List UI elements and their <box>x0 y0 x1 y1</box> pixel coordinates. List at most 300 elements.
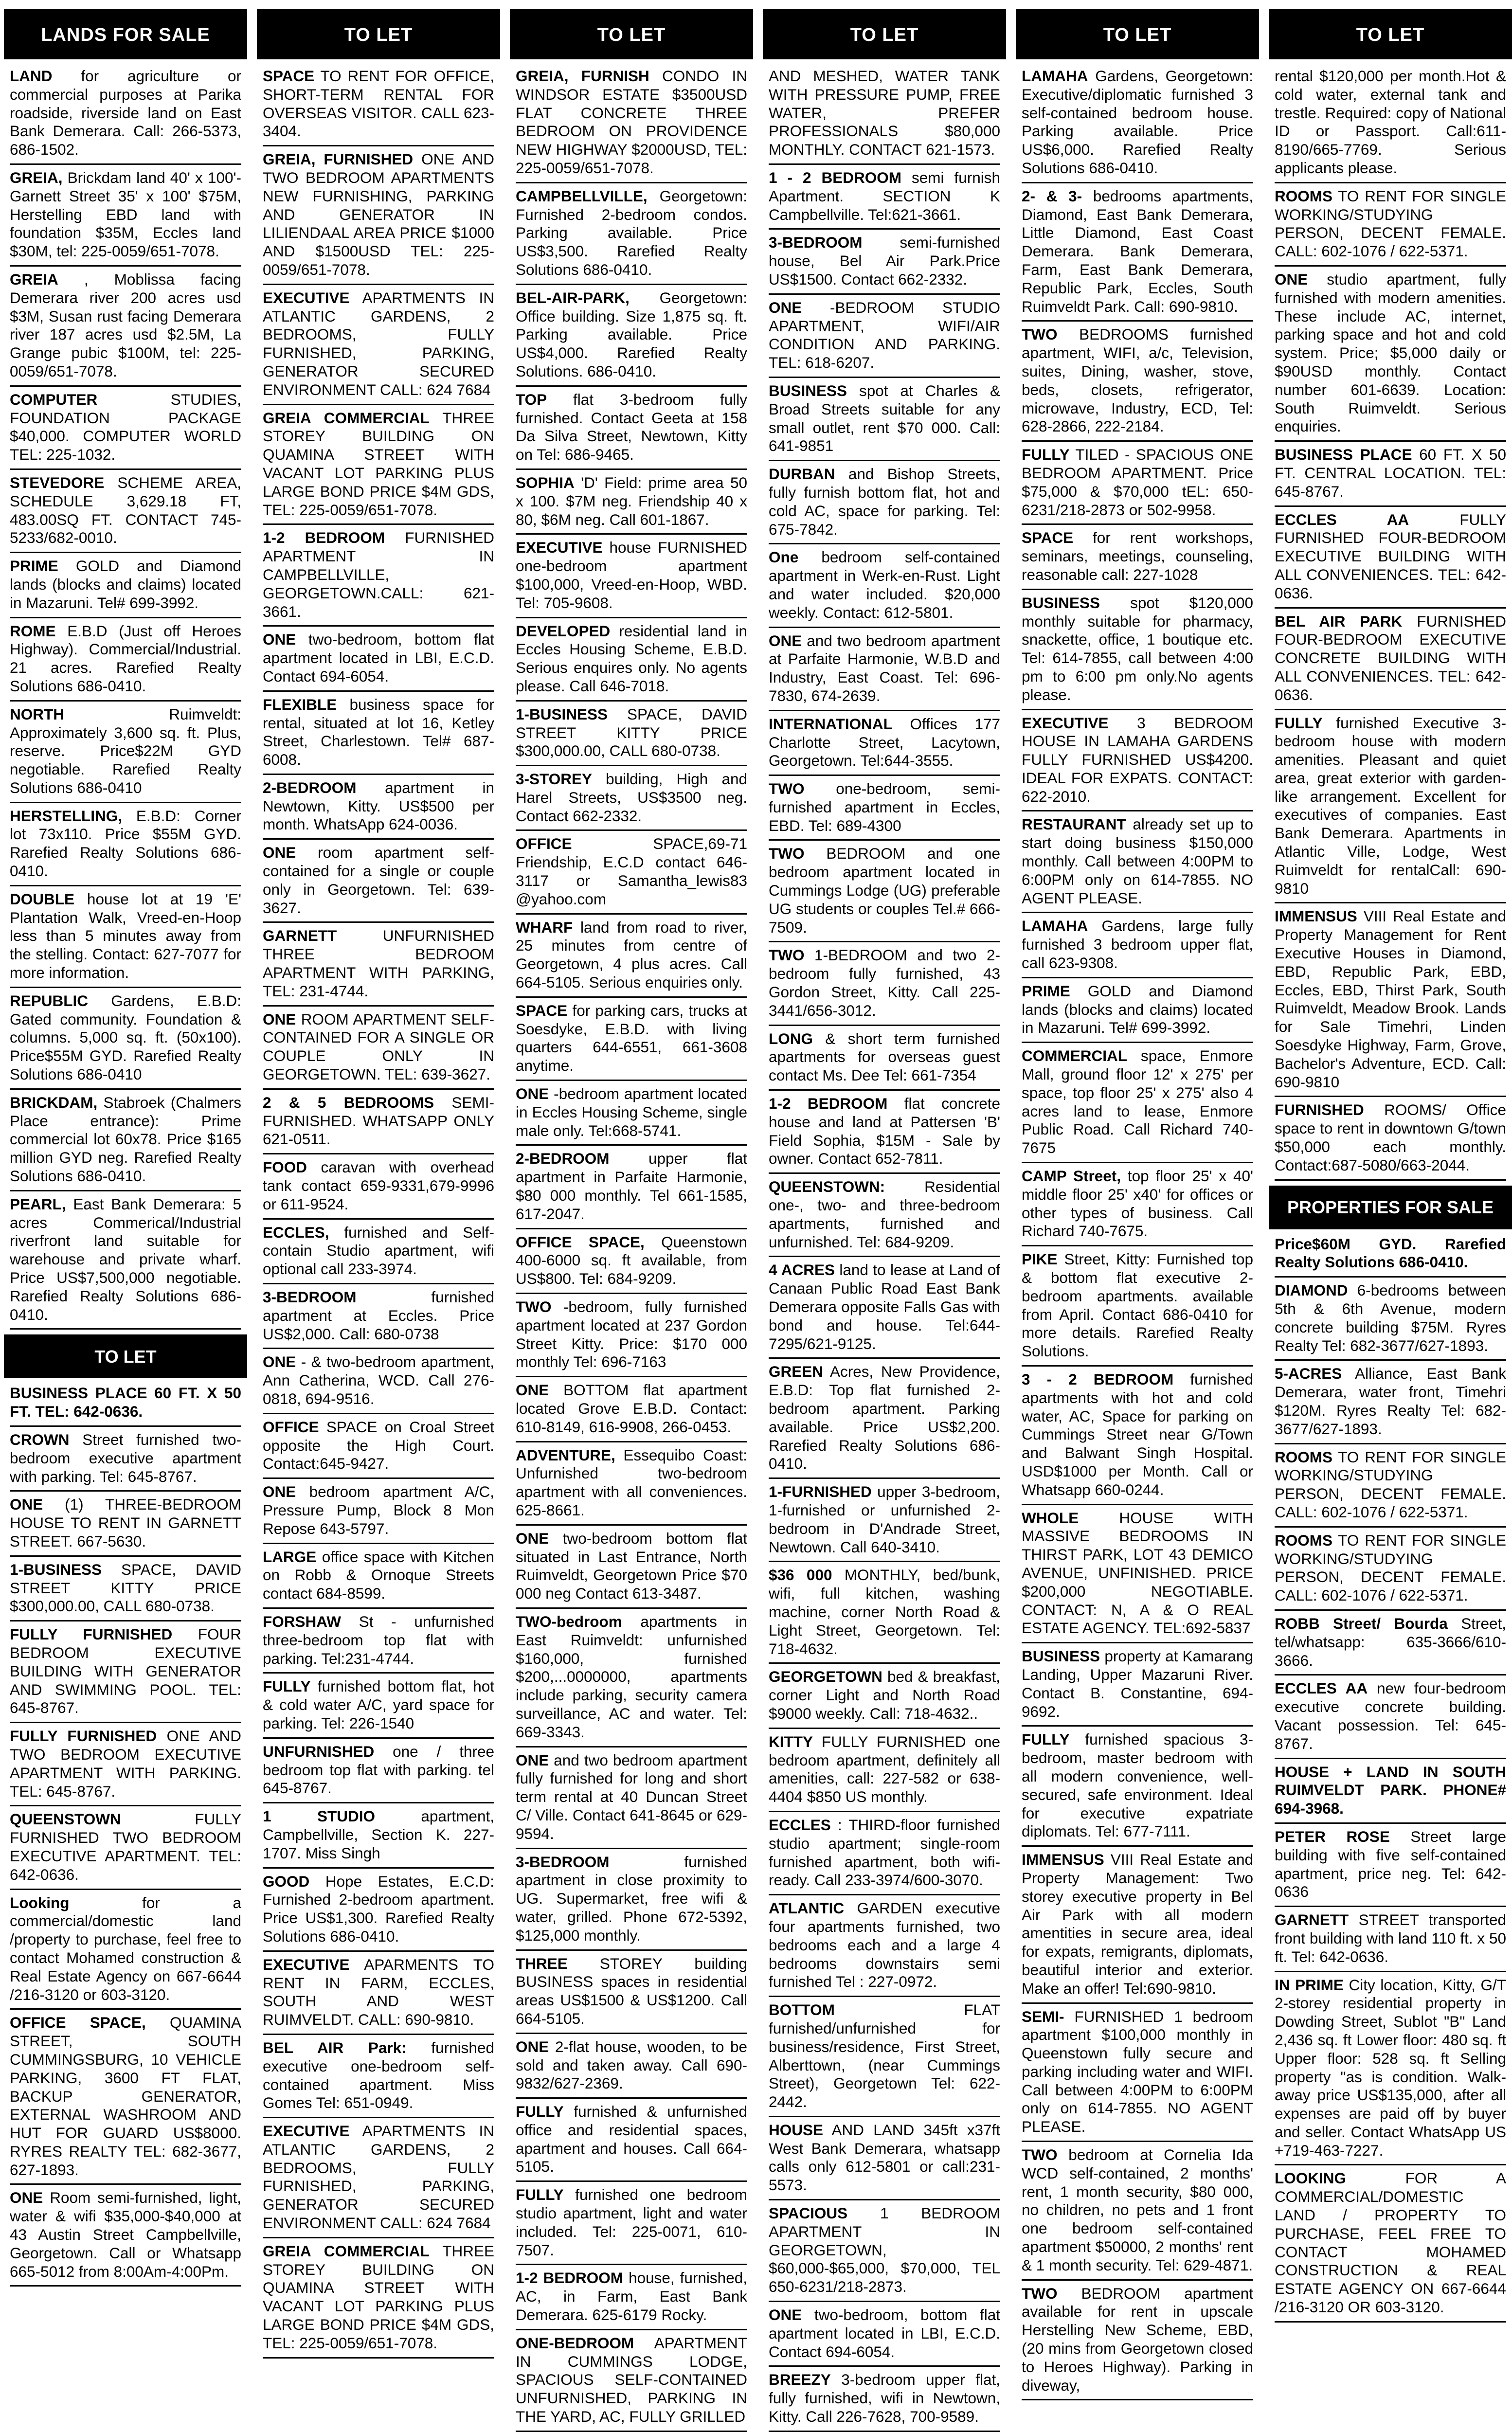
ad-text: bedroom apartment A/C, Pressure Pump, Block 8 Mon Repose 643-5797. <box>263 1483 494 1537</box>
classified-ad <box>769 2117 1000 2200</box>
classified-ad <box>516 1526 747 1609</box>
ad-lead: TOP <box>516 390 547 408</box>
ad-lead: DIAMOND <box>1275 1281 1348 1299</box>
classified-ad <box>1022 913 1253 978</box>
classified-ad <box>263 1544 494 1609</box>
ad-lead: Looking <box>10 1893 70 1911</box>
ad-text: BEDROOM and one bedroom apartment located in Cummings Lodge (UG) preferable UG students or couples Tel.# 666-7509. <box>769 845 1000 936</box>
ad-text: SEMI-FURNISHED. WHATSAPP ONLY 621-0511. <box>263 1093 494 1148</box>
ad-lead: HERSTELLING, <box>10 807 123 825</box>
ad-text: Stabroek (Chalmers Place entrance): Prime commercial lot 60x78. Price $165 million GYD neg. Rarefied Realty Solutions 686-0410. <box>10 1093 241 1185</box>
ad-lead: 3-STOREY <box>516 770 592 788</box>
classified-ad <box>263 1090 494 1154</box>
ad-lead: BUSINESS <box>1022 594 1100 612</box>
ad-text: upper 3-bedroom, 1-furnished or unfurnished 2-bedroom in D'Andrade Street, Newtown. Call 640-3410. <box>769 1483 1000 1556</box>
ad-lead: EXECUTIVE <box>1022 714 1109 732</box>
ad-text: GARDEN executive four apartments furnished, two bedrooms each and a large 4 bedrooms downstairs semi furnished Tel : 227-0972. <box>769 1899 1000 1991</box>
classified-ad <box>263 1803 494 1868</box>
ad-lead: LAND <box>10 67 53 85</box>
ad-lead: SPACE <box>263 67 315 85</box>
ad-text: Street large building with five self-contained apartment, price neg. Tel: 642-0636 <box>1275 1827 1506 1901</box>
ad-text: TO RENT FOR OFFICE, SHORT-TERM RENTAL FOR OVERSEAS VISITOR. CALL 623-3404. <box>263 67 494 140</box>
ad-lead: ONE <box>263 844 296 862</box>
ad-lead: ONE <box>10 1495 43 1513</box>
classified-ad <box>1022 63 1253 183</box>
ad-text: TO RENT FOR SINGLE WORKING/STUDYING PERSON, DECENT FEMALE. CALL: 602-1076 / 622-5371. <box>1275 1448 1506 1521</box>
ad-lead: QUEENSTOWN: <box>769 1178 885 1196</box>
classified-ad <box>10 387 241 470</box>
ad-text: SPACE, DAVID STREET KITTY PRICE $300,000.00, CALL 680-0738. <box>516 705 747 760</box>
ad-lead: WHARF <box>516 918 573 936</box>
classified-ad <box>1275 2165 1506 2322</box>
ad-text: top floor 25' x 40' middle floor 25' x40' for offices or other types of business. Call Richard 740-7675. <box>1022 1167 1253 1240</box>
classified-ad <box>769 841 1000 942</box>
classified-ad <box>516 702 747 766</box>
classified-ad <box>1275 63 1506 183</box>
ad-text: SPACE,69-71 Friendship, E.C.D contact 646-3117 or Samantha_lewis83 @yahoo.com <box>516 835 747 908</box>
ad-text: new four-bedroom executive concrete building. Vacant possession. Tel: 645-8767. <box>1275 1679 1506 1752</box>
section-header: TO LET <box>1016 11 1259 59</box>
classified-ad <box>769 461 1000 544</box>
ad-lead: 2 & 5 BEDROOMS <box>263 1093 434 1111</box>
ad-text: ROOM APARTMENT SELF-CONTAINED FOR A SINGLE OR COUPLE ONLY IN GEORGETOWN. TEL: 639-3627. <box>263 1010 494 1083</box>
ad-text: - & two-bedroom apartment, Ann Catherina, WCD. Call 276-0818, 694-9516. <box>263 1353 494 1407</box>
ad-text: BEDROOMS furnished apartment, WIFI, a/c, Television, suites, Dining, washer, stove, beds, closets, refrigerator, microwave, Industry, ECD, Tel: 628-2866, 222-2184. <box>1022 325 1253 435</box>
ad-text: UNFURNISHED THREE BEDROOM APARTMENT WITH PARKING, TEL: 231-4744. <box>263 927 494 1000</box>
classified-ad <box>10 1806 241 1890</box>
ad-text: for a commercial/domestic land /property to purchase, feel free to contact Mohamed construction & Real Estate Agency on 667-6644 /216-3120 or 603-3120. <box>10 1893 241 2003</box>
ad-text: furnished apartment at Eccles. Price US$2,000. Call: 680-0738 <box>263 1288 494 1343</box>
ad-text: Queenstown 400-6000 sq. ft available, from US$800. Tel: 684-9209. <box>516 1233 747 1288</box>
classified-ad <box>1022 1367 1253 1505</box>
classified-ad <box>263 1220 494 1284</box>
classified-ad <box>516 1747 747 1849</box>
ad-lead: STEVEDORE <box>10 473 105 491</box>
ad-text: and two bedroom apartment fully furnished for long and short term rental at 40 Duncan Street C/ Ville. Contact 641-8645 or 629-9594. <box>516 1751 747 1842</box>
ad-text: AND LAND 345ft x37ft West Bank Demerara, whatsapp calls only 612-5801 or call:231-5573. <box>769 2121 1000 2194</box>
ad-text: furnished apartments with hot and cold water, AC, Space for parking on Cummings Street near G/Town and Balwant Singh Hospital. USD$1000 per Month. Call or Whatsapp 660-0244. <box>1022 1370 1253 1498</box>
ad-lead: EXECUTIVE <box>516 539 603 557</box>
ad-text: , Moblissa facing Demerara river 200 acres usd $3M, Susan rust facing Demerara river 187 acres usd $2.5M, La Grange pubic $100M, tel: 225-0059/651-7078. <box>10 270 241 380</box>
ad-lead: 2-BEDROOM <box>516 1150 610 1168</box>
classified-ad <box>516 1229 747 1294</box>
classified-ad <box>516 63 747 183</box>
ad-text: -BEDROOM STUDIO APARTMENT, WIFI/AIR CONDITION AND PARKING. TEL: 618-6207. <box>769 298 1000 372</box>
ad-lead: TWO <box>769 780 805 798</box>
ad-text: space, Enmore Mall, ground floor 12' x 275' per space, top floor 25' x 275' also 4 acres land to lease, Enmore Public Road. Call Richard 740-7675 <box>1022 1047 1253 1157</box>
column-5 <box>1016 9 1259 2394</box>
ad-text: flat 3-bedroom fully furnished. Contact Geeta at 158 Da Silva Street, Newtown, Kitty on Tel: 686-9465. <box>516 390 747 464</box>
classified-ad <box>10 803 241 886</box>
ad-text: furnished Executive 3-bedroom house with modern amenities. Pleasant and quiet area, great exterior with garden- like arrangement. Excellent for executives of companies. East Bank Demerara. Apartments in Atlantic Ville, Lodge, West Ruimveldt for rentalCall: 690-9810 <box>1275 714 1506 897</box>
ad-text: VIII Real Estate and Property Management: Two storey executive property in Bel Air Park with all modern amentities in secure area, ideal for expats, remigrants, diplomats, beautiful interior and exterior. Make an offer! Tel:690-9810. <box>1022 1851 1253 1997</box>
ad-lead: ONE <box>1275 270 1308 288</box>
classified-ad <box>769 776 1000 841</box>
ad-text: apartments in East Ruimveldt: unfurnished $160,000, furnished $200,...0000000, apartments include parking, security camera surveillance, AC and water. Tel: 669-3343. <box>516 1612 747 1741</box>
ad-text: Gardens, Georgetown: Executive/diplomatic furnished 3 self-contained bedroom house. Parking available. Price US$6,000. Rarefied Realty Solutions 686-0410. <box>1022 67 1253 177</box>
ad-text: Street, Kitty: Furnished top & bottom flat executive 2-bedroom apartments. available from April. Contact 686-0410 for more details. Rarefied Realty Solutions. <box>1022 1250 1253 1360</box>
classified-ad <box>263 627 494 691</box>
ad-text: QUAMINA STREET, SOUTH CUMMINGSBURG, 10 VEHICLE PARKING, 3600 FT FLAT, BACKUP GENERATOR, EXTERNAL WASHROOM AND HUT FOR GUARD US$8000. RYRES REALTY TEL: 682-3677, 627-1893. <box>10 2014 241 2179</box>
classified-ad <box>10 1090 241 1191</box>
ad-lead: 2- & 3- <box>1022 187 1082 205</box>
ad-lead: ONE <box>263 1483 296 1501</box>
ad-text: and Bishop Streets, fully furnish bottom flat, hot and cold AC, space for parking. Tel: 675-7842. <box>769 465 1000 538</box>
classified-ad <box>769 1895 1000 1997</box>
ad-text: FOUR BEDROOM EXECUTIVE BUILDING WITH GENERATOR AND SWIMMING POOL. TEL: 645-8767. <box>10 1625 241 1717</box>
classified-ad <box>263 1007 494 1090</box>
ad-text: Gardens, large fully furnished 3 bedroom upper flat, call 623-9308. <box>1022 917 1253 972</box>
classified-ad <box>516 1609 747 1747</box>
ad-lead: GREIA, FURNISH <box>516 67 649 85</box>
ad-lead: GOOD <box>263 1872 310 1890</box>
ad-text: VIII Real Estate and Property Management for Rent Executive Houses in Diamond, EBD, Republic Park, EBD, Eccles, EBD, Thirst Park, South Ruimveldt, Meadow Brook. Lands for Sale Timehri, Linden Soesdyke Highway, Farm, Grove, Bachelor's Adventure, ECD. Call: 690-9810 <box>1275 907 1506 1091</box>
classified-ad <box>516 1294 747 1377</box>
classified-ad <box>10 553 241 618</box>
ad-text: bedroom self-contained apartment in Werk-en-Rust. Light and water included. $20,000 weekly. Contact: 612-5801. <box>769 548 1000 621</box>
classified-ad <box>1275 1675 1506 1759</box>
ad-text: -bedroom apartment located in Eccles Housing Scheme, single male only. Tel:668-5741. <box>516 1085 747 1139</box>
ad-lead: PETER ROSE <box>1275 1827 1390 1845</box>
ad-lead: FULLY FURNISHED <box>10 1625 173 1643</box>
classified-ad <box>263 285 494 405</box>
section-header: TO LET <box>510 11 753 59</box>
ad-text: (1) THREE-BEDROOM HOUSE TO RENT IN GARNETT STREET. 667-5630. <box>10 1495 241 1550</box>
ad-text: FURNISHED APARTMENT IN CAMPBELLVILLE, GEORGETOWN.CALL: 621-3661. <box>263 529 494 620</box>
classified-ad <box>516 766 747 831</box>
ad-text: ONE AND TWO BEDROOM EXECUTIVE APARTMENT WITH PARKING. TEL: 645-8767. <box>10 1727 241 1800</box>
ad-lead: ROME <box>10 622 56 640</box>
ad-lead: ONE <box>263 1353 296 1371</box>
classified-ad <box>10 886 241 988</box>
ad-text: Ruimveldt: Approximately 3,600 sq. ft. Plus, reserve. Price$22M GYD negotiable. Rarefied Realty Solutions 686-0410 <box>10 705 241 796</box>
ad-text: -bedroom, fully furnished apartment located at 237 Gordon Street Kitty. Price: $170 000 monthly Tel: 696-7163 <box>516 1298 747 1371</box>
ad-text: furnished executive one-bedroom self-contained apartment. Miss Gomes Tel: 651-0949. <box>263 2038 494 2112</box>
classified-ad <box>10 470 241 553</box>
ad-lead: ONE <box>769 2306 802 2324</box>
classified-ad <box>1275 1972 1506 2166</box>
classified-ad <box>263 1284 494 1349</box>
ad-lead: FULLY <box>1022 1730 1070 1748</box>
classified-ad <box>263 692 494 775</box>
ad-lead: PRIME <box>1022 982 1070 1000</box>
ad-text: APARTMENTS IN ATLANTIC GARDENS, 2 BEDROOMS, FULLY FURNISHED, PARKING, GENERATOR SECURED ENVIRONMENT CALL: 624 7684 <box>263 2122 494 2232</box>
ads-list <box>1016 59 1259 2400</box>
ad-lead: NORTH <box>10 705 64 723</box>
classified-ad <box>1022 183 1253 322</box>
ad-lead: BUSINESS PLACE <box>1275 446 1412 464</box>
ad-text: already set up to start doing business $150,000 monthly. Call between 4:00PM to 6:00PM only on 614-7855. NO AGENT PLEASE. <box>1022 815 1253 907</box>
classified-ad <box>516 1849 747 1951</box>
classified-ad <box>263 2035 494 2118</box>
ad-text: FULLY FURNISHED one bedroom apartment, definitely all amenities, call: 227-582 or 638-4404 $850 US monthly. <box>769 1732 1000 1806</box>
classified-ad <box>516 285 747 387</box>
ad-text: land to lease at Land of Canaan Public Road East Bank Demerara opposite Falls Gas with bond and house. Tel:644-7295/621-9125. <box>769 1261 1000 1352</box>
ad-lead: BRICKDAM, <box>10 1093 98 1111</box>
classified-ad <box>769 628 1000 711</box>
classified-ad <box>1022 1643 1253 1727</box>
ad-lead: PEARL, <box>10 1195 66 1213</box>
ad-lead: 4 ACRES <box>769 1261 835 1279</box>
ad-lead: ONE <box>10 2189 43 2207</box>
classified-ad <box>10 1723 241 1806</box>
classified-ad <box>10 1890 241 2010</box>
classified-ad <box>1022 1246 1253 1367</box>
ad-lead: SPACE <box>516 1001 568 1019</box>
ad-lead: GREEN <box>769 1363 824 1381</box>
ad-text: Residential one-, two- and three-bedroom apartments, furnished and unfurnished. Tel: 684-9209. <box>769 1178 1000 1251</box>
ad-text: FOR A COMMERCIAL/DOMESTIC LAND / PROPERTY TO PURCHASE, FEEL FREE TO CONTACT MOHAMED CONSTRUCTION & REAL ESTATE AGENCY ON 667-6644 /216-3120 OR 603-3120. <box>1275 2169 1506 2316</box>
classified-ad <box>263 1739 494 1803</box>
classified-ad <box>516 183 747 285</box>
classified-ad <box>1022 1727 1253 1847</box>
ad-text: 3-bedroom upper flat, fully furnished, wifi in Newtown, Kitty. Call 226-7628, 700-9589. <box>769 2371 1000 2426</box>
classified-ad <box>769 1729 1000 1812</box>
ad-lead: RESTAURANT <box>1022 815 1126 833</box>
ad-text: two-bedroom, bottom flat apartment located in LBI, E.C.D. Contact 694-6054. <box>263 631 494 685</box>
ad-lead: ROOMS <box>1275 1531 1333 1549</box>
classified-ad <box>10 1492 241 1556</box>
ad-text: FURNISHED 1 bedroom apartment $100,000 monthly in Queenstown fully secure and parking including water and WIFI. Call between 4:00PM to 6:00PM only on 614-7855. NO AGENT PLEASE. <box>1022 2007 1253 2136</box>
ad-text: TO RENT FOR SINGLE WORKING/STUDYING PERSON, DECENT FEMALE. CALL: 602-1076 / 622-5371. <box>1275 1531 1506 1604</box>
ads-list <box>763 59 1006 2432</box>
ad-lead: 1 - 2 BEDROOM <box>769 168 901 186</box>
ad-lead: BEL-AIR-PARK, <box>516 288 630 306</box>
ad-lead: BOTTOM <box>769 2001 835 2019</box>
classified-ad <box>1022 710 1253 812</box>
classified-ad <box>263 1952 494 2035</box>
ad-text: TILED - SPACIOUS ONE BEDROOM APARTMENT. Price $75,000 & $70,000 tEL: 650-6231/218-2873 or 502-9958. <box>1022 446 1253 519</box>
ad-lead: COMMERCIAL <box>1022 1047 1127 1065</box>
classified-ad <box>1022 2142 1253 2281</box>
ad-lead: LAMAHA <box>1022 67 1088 85</box>
ad-text: St - unfurnished three-bedroom top flat with parking. Tel:231-4744. <box>263 1612 494 1667</box>
ad-text: house, furnished, AC, in Farm, East Bank Demerara. 625-6179 Rocky. <box>516 2269 747 2324</box>
ad-text: Room semi-furnished, light, water & wifi $35,000-$40,000 at 43 Austin Street Campbellville, Georgetown. Call or Whatsapp 665-5012 from 8:00Am-4:00Pm. <box>10 2189 241 2280</box>
classified-ad <box>263 1349 494 1414</box>
classified-ad <box>769 1562 1000 1664</box>
ad-text: : THIRD-floor furnished studio apartment; single-room furnished apartment, both wifi-ready. Call 233-3974/600-3070. <box>769 1816 1000 1889</box>
section-header: TO LET <box>257 11 500 59</box>
ad-lead: ONE <box>516 1085 549 1103</box>
ad-lead: IMMENSUS <box>1022 1851 1104 1869</box>
ad-lead: ONE <box>516 1529 549 1547</box>
ad-text: 2-flat house, wooden, to be sold and taken away. Call 690-9832/627-2369. <box>516 2037 747 2092</box>
ad-lead: KITTY <box>769 1732 813 1750</box>
ad-lead: FULLY <box>516 2186 564 2204</box>
classified-ad <box>516 1146 747 1229</box>
ad-lead: FLEXIBLE <box>263 695 337 713</box>
ad-text: 3 BEDROOM HOUSE IN LAMAHA GARDENS FULLY FURNISHED US$4200. IDEAL FOR EXPATS. CONTACT: 622-2010. <box>1022 714 1253 805</box>
ad-text: Georgetown: Office building. Size 1,875 sq. ft. Parking available. Price US$4,000. Rarefied Realty Solutions. 686-0410. <box>516 288 747 380</box>
classified-ad <box>1275 1824 1506 1907</box>
ad-lead: EXECUTIVE <box>263 1955 350 1973</box>
ad-text: Essequibo Coast: Unfurnished two-bedroom apartment with all conveniences. 625-8661. <box>516 1446 747 1519</box>
ad-text: BOTTOM flat apartment located Grove E.B.D. Contact: 610-8149, 616-9908, 266-0453. <box>516 1381 747 1436</box>
ad-lead: FULLY <box>263 1677 311 1695</box>
section-header: LANDS FOR SALE <box>4 11 247 59</box>
classified-ad <box>1275 1361 1506 1444</box>
ad-text: room apartment self-contained for a single or couple only in Georgetown. Tel: 639-3627. <box>263 844 494 917</box>
classified-ad <box>10 702 241 803</box>
classified-ad <box>769 711 1000 776</box>
ad-text: STREET transported front building with land 110 ft. x 50 ft. Tel: 642-0636. <box>1275 1911 1506 1965</box>
ad-text: spot at Charles & Broad Streets suitable for any small outlet, rent $70 000. Call: 641-9851 <box>769 381 1000 455</box>
classified-ad <box>1275 442 1506 506</box>
ad-text: Offices 177 Charlotte Street, Lacytown, Georgetown. Tel:644-3555. <box>769 715 1000 770</box>
ad-text: 60 FT. X 50 FT. CENTRAL LOCATION. TEL: 645-8767. <box>1275 446 1506 500</box>
ad-text: City location, Kitty, G/T 2-storey residential property in Dowding Street, Sublot "B" Land 2,436 sq. ft Lower floor: 480 sq. ft Upper floor: 528 sq. ft Selling property "as is condition. Walk-away price US$135,000, after all expenses are paid off by buyer and seller. Contact WhatsApp US +719-463-7227. <box>1275 1976 1506 2159</box>
ad-text: & short term furnished apartments for overseas guest contact Ms. Dee Tel: 661-7354 <box>769 1029 1000 1084</box>
ad-text: for agriculture or commercial purposes at Parika roadside, riverside land on East Bank Demerara. Call: 266-5373, 686-1502. <box>10 67 241 159</box>
ad-text: APARTMENT IN CUMMINGS LODGE, SPACIOUS SELF-CONTAINED UNFURNISHED, PARKING IN THE YARD, AC, FULLY GRILLED <box>516 2334 747 2426</box>
ad-lead: ONE <box>516 1381 549 1399</box>
classified-ad <box>769 1174 1000 1257</box>
classified-ad <box>10 1557 241 1621</box>
classified-ad <box>516 535 747 618</box>
ad-text: building, High and Harel Streets, US$3500 neg. Contact 662-2332. <box>516 770 747 825</box>
ad-lead: GREIA COMMERCIAL <box>263 2242 430 2260</box>
ad-lead: FULLY <box>1022 446 1070 464</box>
ad-text: Georgetown: Furnished 2-bedroom condos. Parking available. Price US$3,500. Rarefied Realty Solutions 686-0410. <box>516 187 747 278</box>
classified-ad <box>10 1380 241 1427</box>
ad-lead: OFFICE <box>516 835 572 853</box>
ad-lead: TWO <box>516 1298 552 1316</box>
ad-lead: ROBB Street/ Bourda <box>1275 1614 1448 1632</box>
ad-lead: TWO <box>1022 2146 1058 2164</box>
classified-ad <box>516 1081 747 1146</box>
ad-lead: TWO <box>769 845 805 863</box>
classified-ad <box>263 525 494 627</box>
classified-ad <box>1022 525 1253 590</box>
classified-ad <box>10 1191 241 1330</box>
ad-lead: ROOMS <box>1275 1448 1333 1466</box>
ad-lead: HOUSE <box>769 2121 824 2139</box>
ad-text: apartment, Campbellville, Section K. 227-1707. Miss Singh <box>263 1807 494 1862</box>
ad-lead: ECCLES, <box>263 1223 329 1241</box>
ad-lead: BREEZY <box>769 2371 831 2389</box>
classified-ad <box>263 1609 494 1674</box>
ad-text: house lot at 19 'E' Plantation Walk, Vreed-en-Hoop less than 5 minutes away from the stelling. Contact: 627-7077 for more information. <box>10 890 241 982</box>
ad-text: two-bedroom bottom flat situated in Last Entrance, North Ruimveldt, Georgetown Price $70 000 neg Contact 613-3487. <box>516 1529 747 1603</box>
ad-text: office space with Kitchen on Robb & Ornoque Streets contact 684-8599. <box>263 1548 494 1603</box>
ad-text: one-bedroom, semi-furnished apartment in Eccles, EBD. Tel: 689-4300 <box>769 780 1000 834</box>
classified-ad <box>1275 609 1506 710</box>
column-4 <box>763 9 1006 2426</box>
ad-lead: GARNETT <box>263 927 337 945</box>
classified-ad <box>769 165 1000 230</box>
ad-lead: 3-BEDROOM <box>769 234 863 252</box>
ad-lead: TWO-bedroom <box>516 1612 622 1630</box>
ad-text: STOREY building BUSINESS spaces in residential areas US$1500 & US$1200. Call 664-5105. <box>516 1954 747 2027</box>
ad-text: Alliance, East Bank Demerara, water front, Timehri $120M. Ryres Realty Tel: 682-3677/627-1893. <box>1275 1365 1506 1438</box>
classified-ad <box>1022 2004 1253 2143</box>
ad-text: studio apartment, fully furnished with modern amenities. These include AC, internet, parking space and hot and cold system. Price; $5,000 daily or $90USD monthly. Contact number 601-6639. Location: South Ruimveldt. Serious enquiries. <box>1275 270 1506 435</box>
classified-ad <box>1275 1231 1506 1278</box>
classified-ad <box>263 1479 494 1544</box>
ad-lead: UNFURNISHED <box>263 1742 375 1760</box>
ad-text: FULLY FURNISHED FOUR-BEDROOM EXECUTIVE BUILDING WITH ALL CONVENIENCES. TEL: 642-0636. <box>1275 510 1506 602</box>
ad-text: FURNISHED FOUR-BEDROOM EXECUTIVE CONCRETE BUILDING WITH ALL CONVENIENCES. TEL: 642-0636. <box>1275 612 1506 703</box>
ad-text: bed & breakfast, corner Light and North Road $9000 weekly. Call: 718-4632.. <box>769 1668 1000 1722</box>
ad-text: furnished one bedroom studio apartment, light and water included. Tel: 225-0071, 610-7507. <box>516 2186 747 2259</box>
ad-lead: BUSINESS <box>1022 1647 1100 1665</box>
column-1 <box>4 9 247 2280</box>
ad-text: 1 BEDROOM APARTMENT IN GEORGETOWN, $60,000-$65,000, $70,000, TEL 650-6231/218-2873. <box>769 2204 1000 2296</box>
ad-text: Street, tel/whatsapp: 635-3666/610-3666. <box>1275 1614 1506 1669</box>
ad-text: 'D' Field: prime area 50 x 100. $7M neg. Friendship 40 x 80, $6M neg. Call 601-1867. <box>516 473 747 528</box>
classified-ad <box>10 988 241 1090</box>
ad-text: rental $120,000 per month.Hot & cold water, external tank and trestle. Required: copy of National ID or Passport. Call:611-8190/665-7769. Serious applicants please. <box>1275 67 1506 177</box>
ad-lead: IN PRIME <box>1275 1976 1344 1994</box>
classified-ad <box>769 2200 1000 2302</box>
ad-lead: TWO <box>769 946 805 964</box>
classified-ad <box>1275 1611 1506 1675</box>
ad-lead: ADVENTURE, <box>516 1446 615 1464</box>
classified-ad <box>516 915 747 998</box>
classified-ad <box>263 1414 494 1479</box>
ad-lead: FULLY <box>516 2103 564 2121</box>
ad-lead: TWO <box>1022 325 1058 343</box>
ad-text: upper flat apartment in Parfaite Harmonie, $80 000 monthly. Tel 661-1585, 617-2047. <box>516 1150 747 1223</box>
ad-lead: ONE <box>263 1010 296 1028</box>
ad-text: STUDIES, FOUNDATION PACKAGE $40,000. COMPUTER WORLD TEL: 225-1032. <box>10 390 241 464</box>
ad-lead: SOPHIA <box>516 473 575 491</box>
ad-lead: ATLANTIC <box>769 1899 845 1917</box>
ad-text: bedroom at Cornelia Ida WCD self-contained, 2 months' rent, 1 month security, $80 000, no children, no pets and 1 front one bedroom self-contained apartment $50000, 2 months' rent & 1 month security. Tel: 629-4871. <box>1022 2146 1253 2274</box>
ad-lead: SEMI- <box>1022 2007 1064 2025</box>
ad-lead: BUSINESS <box>769 381 847 399</box>
ad-text: 6-bedrooms between 5th & 6th Avenue, modern concrete building $75M. Ryres Realty Tel: 682-3677/627-1893. <box>1275 1281 1506 1354</box>
ad-lead: LOOKING <box>1275 2169 1346 2187</box>
ad-text: residential land in Eccles Housing Scheme, E.B.D. Serious enquires only. No agents please. Call 646-7018. <box>516 622 747 695</box>
classified-ad <box>769 1257 1000 1359</box>
ad-lead: Price$60M GYD. Rarefied Realty Solutions 686-0410. <box>1275 1235 1506 1271</box>
section-header: TO LET <box>1269 11 1512 59</box>
classified-ad <box>10 267 241 387</box>
ad-text: GOLD and Diamond lands (blocks and claims) located in Mazaruni. Tel# 699-3992. <box>10 557 241 612</box>
classified-ad <box>769 2367 1000 2432</box>
ad-lead: ROOMS <box>1275 187 1333 205</box>
column-3 <box>510 9 753 2426</box>
ad-text: furnished spacious 3-bedroom, master bedroom with all modern convenience, well-secured, safe environment. Ideal for executive expatriate diplomats. Tel: 677-7111. <box>1022 1730 1253 1840</box>
ads-list <box>1269 59 1512 2323</box>
classified-ad <box>10 63 241 165</box>
ad-lead: One <box>769 548 799 566</box>
classified-ad <box>1022 322 1253 442</box>
classified-ad <box>1275 1097 1506 1180</box>
ad-lead: BEL AIR Park: <box>263 2038 407 2056</box>
classified-ad <box>516 2182 747 2265</box>
classified-ad <box>769 1026 1000 1091</box>
classified-ad <box>1275 1528 1506 1611</box>
ad-lead: BEL AIR PARK <box>1275 612 1403 630</box>
classified-ad <box>263 2238 494 2359</box>
ad-text: HOUSE WITH MASSIVE BEDROOMS IN THIRST PARK, LOT 43 DEMICO AVENUE, UNFINISHED. PRICE $200,000 NEGOTIABLE. CONTACT: N, A & O REAL ESTATE AGENCY. TEL:692-5837 <box>1022 1509 1253 1637</box>
ad-lead: FULLY <box>1275 714 1323 732</box>
ad-lead: GREIA COMMERCIAL <box>263 409 430 427</box>
ad-lead: 1-BUSINESS <box>10 1560 102 1578</box>
classified-ad <box>769 295 1000 378</box>
ad-text: SPACE, DAVID STREET KITTY PRICE $300,000.00, CALL 680-0738. <box>10 1560 241 1615</box>
ad-lead: 1-2 BEDROOM <box>263 529 385 547</box>
ad-text: SCHEME AREA, SCHEDULE 3,629.18 FT, 483.00SQ FT. CONTACT 745-5233/682-0010. <box>10 473 241 547</box>
ad-text: furnished apartment in close proximity to UG. Supermarket, free wifi & water, grilled. Phone 672-5392, $125,000 monthly. <box>516 1853 747 1944</box>
ad-lead: FOOD <box>263 1158 307 1176</box>
ad-text: furnished bottom flat, hot & cold water A/C, yard space for parking. Tel: 226-1540 <box>263 1677 494 1732</box>
classified-ad <box>1022 811 1253 913</box>
classified-ad <box>769 1812 1000 1895</box>
